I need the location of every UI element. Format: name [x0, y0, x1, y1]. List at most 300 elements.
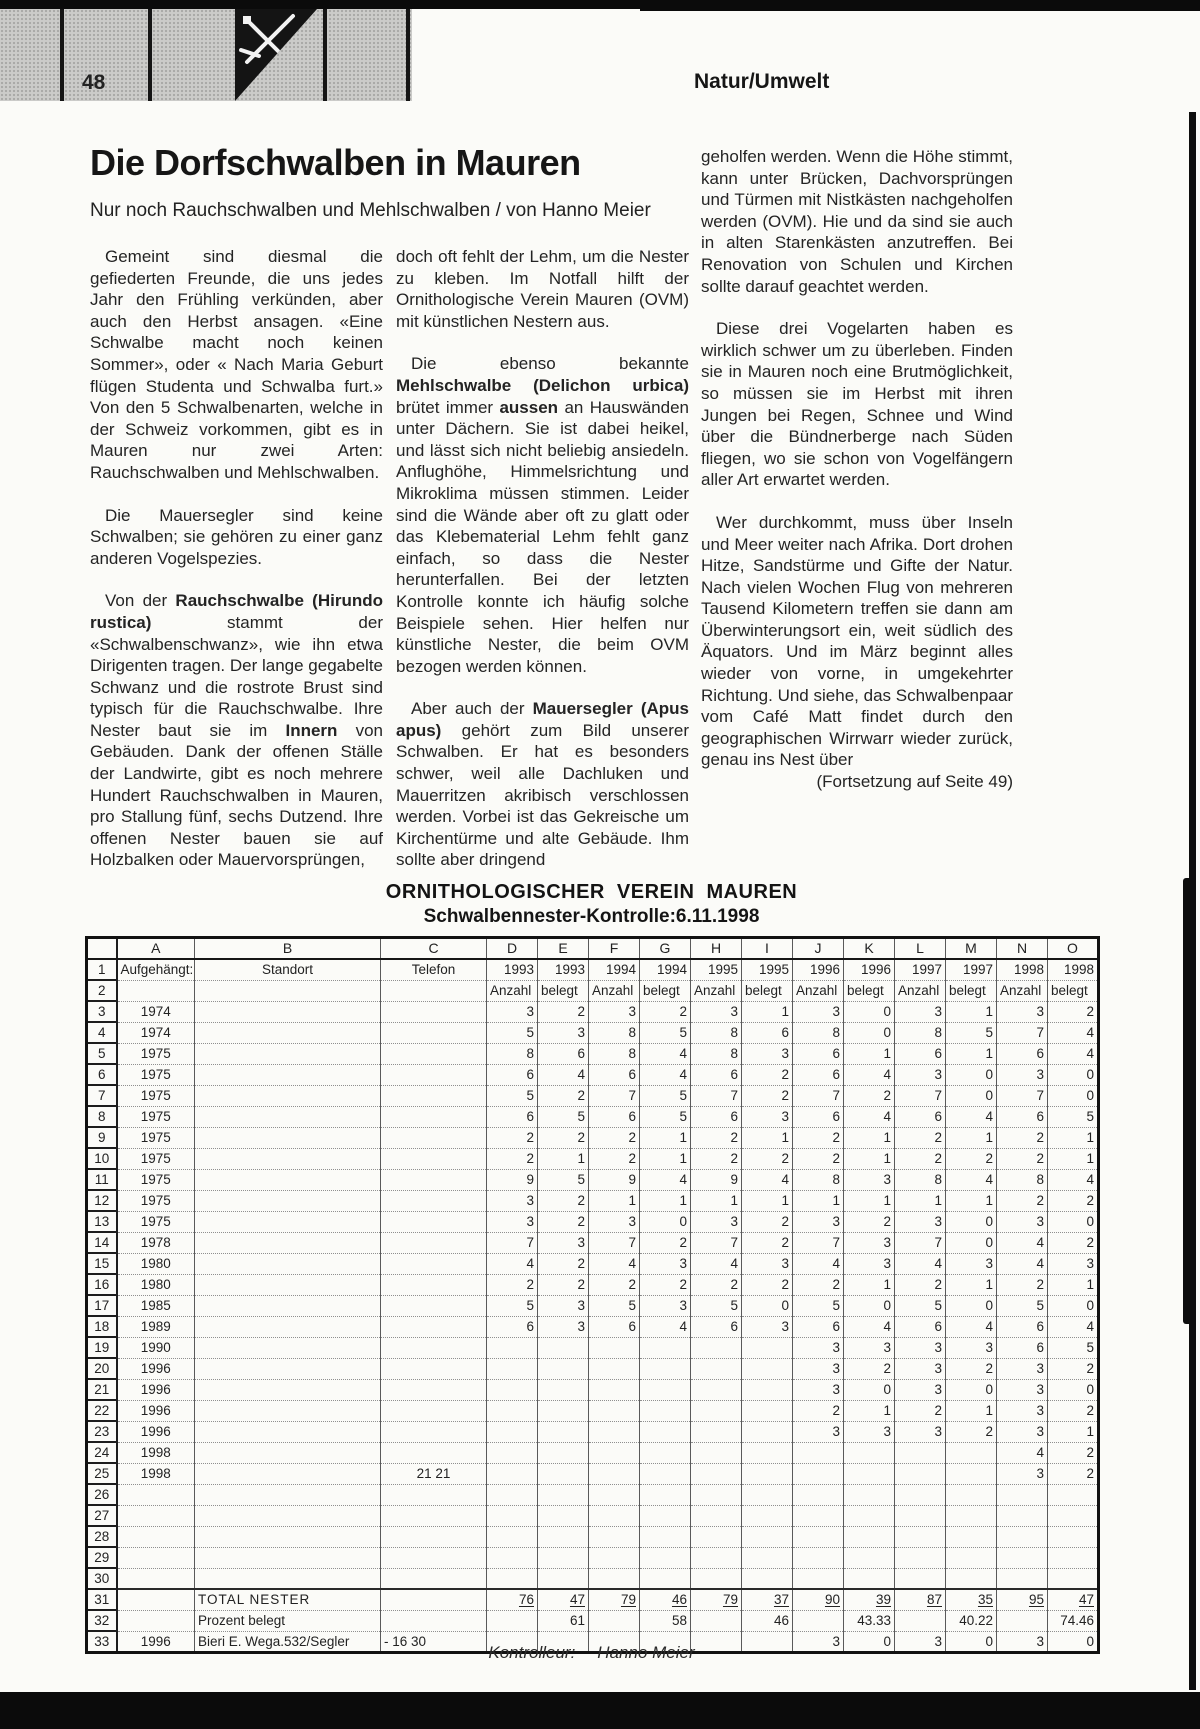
- table-cell: 87: [895, 1589, 946, 1610]
- table-cell: 0: [946, 1631, 997, 1653]
- controller-name: Hanno Meier: [597, 1643, 695, 1662]
- table-cell: 1994: [589, 959, 640, 980]
- table-cell: 6: [691, 1064, 742, 1085]
- table-cell: 1998: [117, 1442, 195, 1463]
- table-cell: 2: [589, 1274, 640, 1295]
- table-cell: [381, 1400, 487, 1421]
- table-cell: 2: [742, 1085, 793, 1106]
- column-letter: E: [538, 938, 589, 960]
- row-number: 15: [87, 1253, 117, 1274]
- table-cell: 2: [538, 1085, 589, 1106]
- table-cell: [589, 1547, 640, 1568]
- table-cell: belegt: [742, 980, 793, 1001]
- table-cell: 6: [997, 1316, 1048, 1337]
- table-row: [87, 1274, 1099, 1295]
- table-cell: [117, 1610, 195, 1631]
- table-cell: [946, 1463, 997, 1484]
- table-cell: 6: [589, 1064, 640, 1085]
- table-cell: [997, 1484, 1048, 1505]
- table-cell: [946, 1505, 997, 1526]
- table-cell: 3: [793, 1337, 844, 1358]
- table-cell: 4: [691, 1253, 742, 1274]
- table-cell: [997, 1568, 1048, 1589]
- table-cell: 2: [487, 1127, 538, 1148]
- row-number: 1: [87, 959, 117, 980]
- table-cell: 1996: [117, 1400, 195, 1421]
- table-cell: 5: [946, 1022, 997, 1043]
- table-cell: [487, 1547, 538, 1568]
- table-cell: Anzahl: [691, 980, 742, 1001]
- table-row: [87, 1358, 1099, 1379]
- table-cell: 2: [538, 1001, 589, 1022]
- table-cell: [487, 1610, 538, 1631]
- table-row: [87, 1526, 1099, 1547]
- table-cell: [487, 1568, 538, 1589]
- table-cell: 2: [997, 1190, 1048, 1211]
- table-cell: 2: [640, 1232, 691, 1253]
- column-letter: O: [1048, 938, 1099, 960]
- table-cell: 1996: [117, 1358, 195, 1379]
- row-number: 25: [87, 1463, 117, 1484]
- table-cell: belegt: [844, 980, 895, 1001]
- table-cell: 2: [793, 1400, 844, 1421]
- table-cell: 2: [793, 1127, 844, 1148]
- table-cell: 2: [742, 1211, 793, 1232]
- table-cell: 3: [997, 1211, 1048, 1232]
- table-cell: 6: [793, 1064, 844, 1085]
- table-cell: [195, 1337, 381, 1358]
- table-cell: [691, 1484, 742, 1505]
- table-cell: 4: [742, 1169, 793, 1190]
- table-cell: 37: [742, 1589, 793, 1610]
- table-cell: 0: [1048, 1211, 1099, 1232]
- table-cell: 8: [589, 1043, 640, 1064]
- table-row: [87, 1463, 1099, 1484]
- row-number: 10: [87, 1148, 117, 1169]
- table-cell: 3: [640, 1295, 691, 1316]
- corner-cell: [87, 938, 117, 960]
- table-cell: 6: [742, 1022, 793, 1043]
- table-cell: [117, 980, 195, 1001]
- table-cell: 1998: [997, 959, 1048, 980]
- table-cell: [381, 1253, 487, 1274]
- table-cell: [538, 1547, 589, 1568]
- table-cell: 1989: [117, 1316, 195, 1337]
- table-cell: 90: [793, 1589, 844, 1610]
- table-cell: [691, 1610, 742, 1631]
- table-cell: [1048, 1505, 1099, 1526]
- table-cell: [195, 1253, 381, 1274]
- table-cell: 1975: [117, 1106, 195, 1127]
- table-cell: 2: [1048, 1232, 1099, 1253]
- table-cell: 6: [487, 1316, 538, 1337]
- table-cell: 3: [793, 1421, 844, 1442]
- table-cell: 79: [691, 1589, 742, 1610]
- row-number: 14: [87, 1232, 117, 1253]
- table-cell: 1: [946, 1400, 997, 1421]
- table-cell: 21 21: [381, 1463, 487, 1484]
- table-cell: 2: [538, 1190, 589, 1211]
- table-row: [87, 1421, 1099, 1442]
- table-cell: [195, 1442, 381, 1463]
- row-number: 4: [87, 1022, 117, 1043]
- table-cell: 2: [640, 1001, 691, 1022]
- table-cell: 5: [640, 1085, 691, 1106]
- table-cell: [589, 1526, 640, 1547]
- table-cell: [195, 1001, 381, 1022]
- table-cell: [589, 1568, 640, 1589]
- table-cell: 3: [997, 1064, 1048, 1085]
- table-cell: 9: [589, 1169, 640, 1190]
- table-cell: 3: [997, 1631, 1048, 1653]
- table-cell: 4: [997, 1232, 1048, 1253]
- table-cell: [381, 1484, 487, 1505]
- table-cell: [117, 1568, 195, 1589]
- table-cell: 8: [793, 1022, 844, 1043]
- column-letter: C: [381, 938, 487, 960]
- table-cell: [640, 1421, 691, 1442]
- table-cell: 2: [997, 1148, 1048, 1169]
- table-cell: [742, 1526, 793, 1547]
- table-cell: 4: [946, 1106, 997, 1127]
- table-cell: 1: [691, 1190, 742, 1211]
- table-cell: [381, 1190, 487, 1211]
- table-cell: 4: [1048, 1316, 1099, 1337]
- table-cell: [381, 1589, 487, 1610]
- table-cell: 7: [691, 1085, 742, 1106]
- table-cell: 1997: [895, 959, 946, 980]
- table-cell: 5: [640, 1022, 691, 1043]
- table-cell: 1: [589, 1190, 640, 1211]
- table-cell: [742, 1568, 793, 1589]
- table-cell: 5: [1048, 1106, 1099, 1127]
- table-cell: 8: [589, 1022, 640, 1043]
- column-letter: F: [589, 938, 640, 960]
- table-cell: [381, 1526, 487, 1547]
- table-cell: 3: [895, 1064, 946, 1085]
- column-letter: I: [742, 938, 793, 960]
- table-cell: 1975: [117, 1127, 195, 1148]
- table-row: [87, 1379, 1099, 1400]
- table-cell: 2: [895, 1148, 946, 1169]
- table-row: [87, 1589, 1099, 1610]
- table-cell: 1975: [117, 1211, 195, 1232]
- table-cell: 8: [997, 1169, 1048, 1190]
- table-cell: 8: [691, 1022, 742, 1043]
- table-row: [87, 1022, 1099, 1043]
- table-cell: 0: [844, 1022, 895, 1043]
- table-cell: [589, 1400, 640, 1421]
- table-cell: [946, 1442, 997, 1463]
- table-cell: [538, 1505, 589, 1526]
- table-cell: [589, 1358, 640, 1379]
- table-cell: 1980: [117, 1274, 195, 1295]
- table-cell: [1048, 1484, 1099, 1505]
- table-cell: 1: [1048, 1421, 1099, 1442]
- column-letter: D: [487, 938, 538, 960]
- table-cell: Prozent belegt: [195, 1610, 381, 1631]
- table-cell: [742, 1484, 793, 1505]
- table-cell: [381, 1316, 487, 1337]
- table-cell: [895, 1547, 946, 1568]
- table-cell: 1993: [538, 959, 589, 980]
- row-number: 32: [87, 1610, 117, 1631]
- table-cell: [195, 1106, 381, 1127]
- column-letter: L: [895, 938, 946, 960]
- table-cell: 2: [1048, 1358, 1099, 1379]
- table-cell: [381, 1022, 487, 1043]
- table-cell: 8: [895, 1022, 946, 1043]
- table-cell: 2: [997, 1274, 1048, 1295]
- table-cell: 2: [895, 1400, 946, 1421]
- table-cell: 3: [487, 1190, 538, 1211]
- table-cell: 2: [844, 1211, 895, 1232]
- table-cell: 95: [997, 1589, 1048, 1610]
- row-number: 20: [87, 1358, 117, 1379]
- header-divider: [323, 9, 327, 101]
- table-cell: 1: [793, 1190, 844, 1211]
- table-cell: 3: [895, 1211, 946, 1232]
- table-cell: 1978: [117, 1232, 195, 1253]
- table-row: [87, 1400, 1099, 1421]
- table-cell: 2: [946, 1358, 997, 1379]
- table-cell: [691, 1358, 742, 1379]
- table-cell: 3: [895, 1337, 946, 1358]
- table-cell: 1: [538, 1148, 589, 1169]
- table-cell: [381, 1421, 487, 1442]
- table-cell: belegt: [946, 980, 997, 1001]
- table-cell: [487, 1484, 538, 1505]
- table-cell: [640, 1505, 691, 1526]
- table-cell: 35: [946, 1589, 997, 1610]
- table-cell: 39: [844, 1589, 895, 1610]
- table-cell: 2: [1048, 1463, 1099, 1484]
- table-cell: 1: [844, 1190, 895, 1211]
- table-cell: [487, 1505, 538, 1526]
- table-title: ORNITHOLOGISCHER VEREIN MAUREN: [385, 881, 798, 903]
- table-cell: 2: [742, 1148, 793, 1169]
- table-cell: [195, 1085, 381, 1106]
- table-cell: 6: [895, 1043, 946, 1064]
- table-cell: 61: [538, 1610, 589, 1631]
- table-cell: 1: [742, 1127, 793, 1148]
- table-row: [87, 1568, 1099, 1589]
- table-cell: 1974: [117, 1022, 195, 1043]
- table-cell: [381, 980, 487, 1001]
- table-cell: 5: [793, 1295, 844, 1316]
- table-cell: 4: [844, 1106, 895, 1127]
- column-letter: G: [640, 938, 691, 960]
- table-cell: 4: [1048, 1022, 1099, 1043]
- table-cell: [381, 1148, 487, 1169]
- table-cell: [691, 1505, 742, 1526]
- table-cell: 3: [691, 1211, 742, 1232]
- table-row: [87, 1085, 1099, 1106]
- table-cell: 3: [844, 1337, 895, 1358]
- table-cell: 6: [793, 1316, 844, 1337]
- table-cell: 4: [640, 1169, 691, 1190]
- table-cell: 4: [946, 1169, 997, 1190]
- table-cell: 2: [691, 1274, 742, 1295]
- table-cell: [381, 1274, 487, 1295]
- header-divider: [406, 9, 410, 101]
- row-number: 17: [87, 1295, 117, 1316]
- table-cell: 1: [1048, 1148, 1099, 1169]
- table-cell: [589, 1610, 640, 1631]
- table-cell: [691, 1337, 742, 1358]
- table-cell: 3: [997, 1379, 1048, 1400]
- table-cell: 2: [538, 1127, 589, 1148]
- table-cell: Bieri E. Wega.532/Segler: [195, 1631, 381, 1653]
- table-cell: [117, 1505, 195, 1526]
- table-cell: 3: [997, 1463, 1048, 1484]
- table-cell: 6: [997, 1337, 1048, 1358]
- table-cell: 3: [538, 1295, 589, 1316]
- table-cell: Anzahl: [997, 980, 1048, 1001]
- table-cell: [691, 1379, 742, 1400]
- table-cell: 8: [487, 1043, 538, 1064]
- table-cell: 0: [1048, 1295, 1099, 1316]
- table-cell: [793, 1526, 844, 1547]
- header-divider: [148, 9, 152, 101]
- table-cell: belegt: [1048, 980, 1099, 1001]
- table-cell: 2: [589, 1127, 640, 1148]
- table-row: [87, 1127, 1099, 1148]
- table-cell: 1: [844, 1148, 895, 1169]
- table-row: [87, 1169, 1099, 1190]
- table-cell: 5: [487, 1295, 538, 1316]
- table-cell: [487, 1526, 538, 1547]
- table-cell: 2: [895, 1274, 946, 1295]
- table-cell: 7: [997, 1085, 1048, 1106]
- table-cell: [895, 1463, 946, 1484]
- table-cell: 4: [895, 1253, 946, 1274]
- controller-line: [85, 1643, 1098, 1663]
- table-cell: [895, 1568, 946, 1589]
- table-cell: 8: [691, 1043, 742, 1064]
- table-cell: [195, 1127, 381, 1148]
- table-cell: [195, 1526, 381, 1547]
- paragraph: geholfen werden. Wenn die Höhe stimmt, kann unter Brücken, Dachvorsprüngen und Türmen mit Nistkästen nachgeholfen werden (OVM). Hie und da sind sie auch in alten Starenkästen anzutreffen. Bei Renovation von Schulen und Kirchen sollte darauf geachtet werden.: [701, 147, 1013, 296]
- table-cell: 2: [742, 1064, 793, 1085]
- table-cell: 4: [1048, 1169, 1099, 1190]
- table-cell: 1: [640, 1127, 691, 1148]
- row-number: 5: [87, 1043, 117, 1064]
- table-cell: 2: [793, 1274, 844, 1295]
- table-cell: 2: [793, 1148, 844, 1169]
- table-cell: [195, 1358, 381, 1379]
- table-cell: 1: [895, 1190, 946, 1211]
- table-cell: 3: [487, 1001, 538, 1022]
- table-cell: [946, 1547, 997, 1568]
- table-cell: [538, 1379, 589, 1400]
- table-cell: 3: [538, 1316, 589, 1337]
- table-cell: 3: [589, 1001, 640, 1022]
- table-cell: 5: [487, 1022, 538, 1043]
- table-cell: [381, 1085, 487, 1106]
- table-cell: TOTAL NESTER: [195, 1589, 381, 1610]
- column-letter: K: [844, 938, 895, 960]
- table-cell: Anzahl: [895, 980, 946, 1001]
- table-cell: [793, 1442, 844, 1463]
- table-cell: 3: [742, 1253, 793, 1274]
- table-cell: [946, 1526, 997, 1547]
- table-cell: 1: [742, 1001, 793, 1022]
- table-cell: 1: [946, 1190, 997, 1211]
- crossed-sword-key-icon: [237, 12, 303, 72]
- table-cell: 5: [691, 1295, 742, 1316]
- table-cell: 1974: [117, 1001, 195, 1022]
- header-band: [0, 9, 412, 101]
- table-cell: Anzahl: [589, 980, 640, 1001]
- table-cell: 1975: [117, 1043, 195, 1064]
- table-cell: [195, 980, 381, 1001]
- table-cell: 46: [640, 1589, 691, 1610]
- table-cell: 4: [844, 1316, 895, 1337]
- table-cell: 3: [997, 1001, 1048, 1022]
- table-cell: [844, 1505, 895, 1526]
- table-row: [87, 1442, 1099, 1463]
- table-cell: 6: [691, 1106, 742, 1127]
- table-cell: [640, 1463, 691, 1484]
- table-cell: [538, 1358, 589, 1379]
- table-cell: [487, 1337, 538, 1358]
- table-cell: [195, 1211, 381, 1232]
- table-cell: 1998: [117, 1463, 195, 1484]
- table-cell: 6: [487, 1064, 538, 1085]
- table-cell: 1: [844, 1043, 895, 1064]
- table-cell: [844, 1568, 895, 1589]
- table-cell: [538, 1337, 589, 1358]
- table-cell: 2: [742, 1274, 793, 1295]
- table-cell: [381, 1610, 487, 1631]
- table-cell: [844, 1442, 895, 1463]
- table-cell: [538, 1463, 589, 1484]
- table-cell: [691, 1568, 742, 1589]
- table-cell: [195, 1400, 381, 1421]
- table-cell: 1975: [117, 1085, 195, 1106]
- table-row: [87, 1316, 1099, 1337]
- row-number: 26: [87, 1484, 117, 1505]
- table-cell: 1996: [117, 1379, 195, 1400]
- top-scan-bar-thin: [640, 6, 1200, 11]
- table-cell: 3: [895, 1421, 946, 1442]
- table-row: [87, 1211, 1099, 1232]
- table-cell: 5: [895, 1295, 946, 1316]
- mauren-emblem-triangle: [235, 9, 317, 101]
- table-cell: 1: [1048, 1127, 1099, 1148]
- table-cell: [381, 1337, 487, 1358]
- table-cell: 1996: [117, 1421, 195, 1442]
- table-cell: 2: [946, 1148, 997, 1169]
- table-cell: 5: [997, 1295, 1048, 1316]
- table-cell: 3: [538, 1232, 589, 1253]
- table-cell: 2: [997, 1127, 1048, 1148]
- table-cell: 3: [997, 1421, 1048, 1442]
- table-cell: 7: [589, 1085, 640, 1106]
- row-number: 18: [87, 1316, 117, 1337]
- table-cell: [487, 1463, 538, 1484]
- row-number: 13: [87, 1211, 117, 1232]
- table-cell: 2: [1048, 1001, 1099, 1022]
- table-cell: 3: [742, 1316, 793, 1337]
- table-cell: 4: [793, 1253, 844, 1274]
- table-row: [87, 1232, 1099, 1253]
- table-cell: 7: [487, 1232, 538, 1253]
- table-cell: [895, 1610, 946, 1631]
- table-row: [87, 1064, 1099, 1085]
- table-cell: [742, 1505, 793, 1526]
